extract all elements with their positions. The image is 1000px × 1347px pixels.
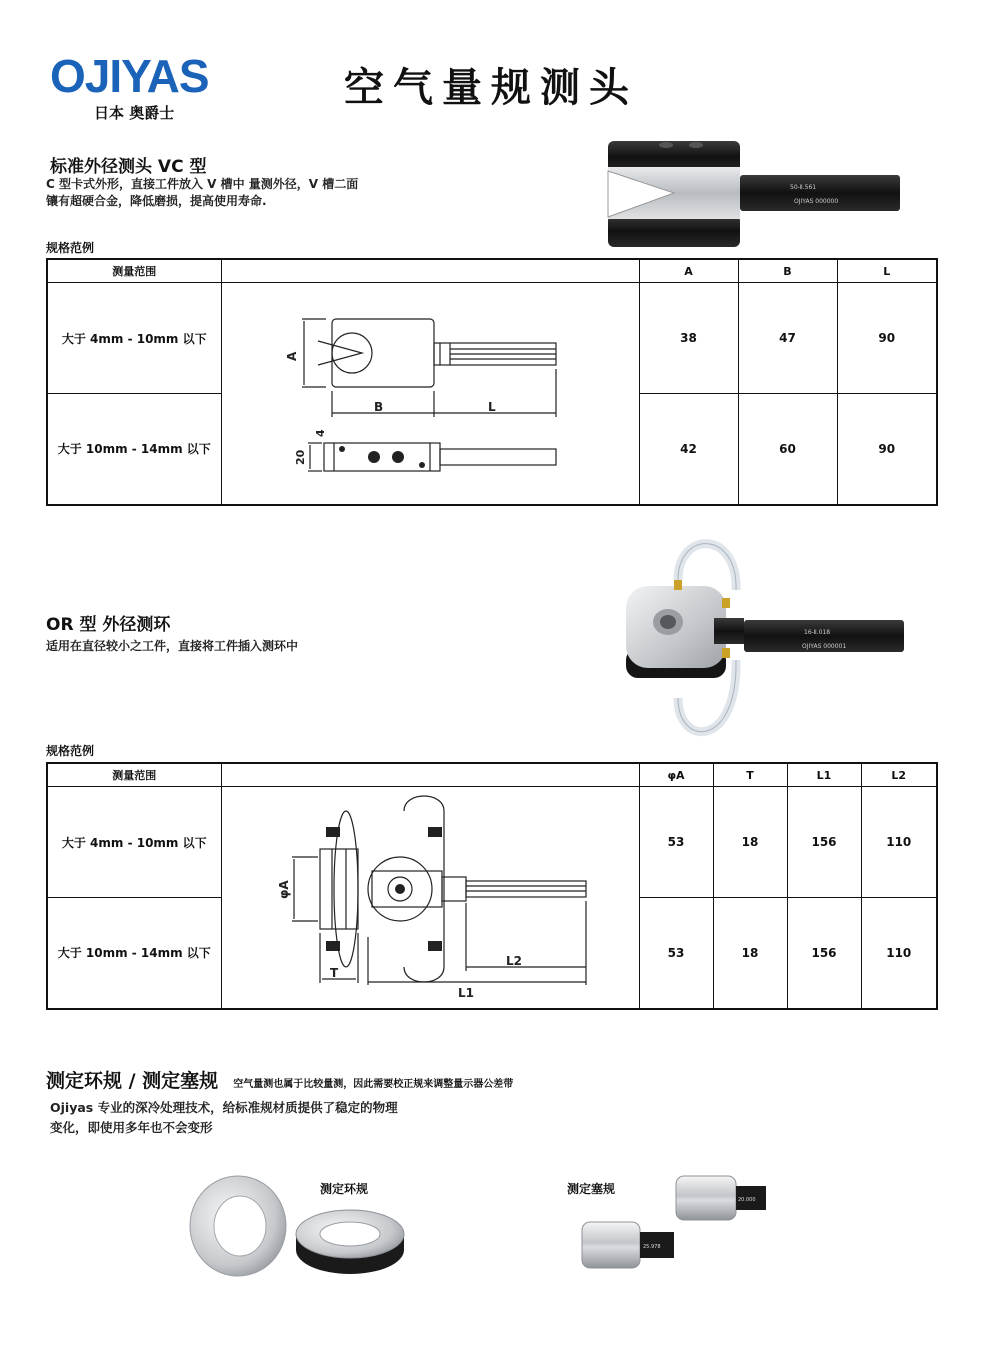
vc-desc-line-2: 镶有超硬合金，降低磨损，提高使用寿命. <box>46 194 267 208</box>
plug-tag-2: 25.978 <box>643 1244 661 1250</box>
plug-tag-1: 20.000 <box>738 1197 756 1203</box>
value-l1: 156 <box>787 898 861 1009</box>
or-section-title: OR 型 外径测环 <box>46 615 171 635</box>
table-row <box>47 283 937 394</box>
value-b: 47 <box>738 283 837 394</box>
vc-desc-line-1: C 型卡式外形，直接工件放入 V 槽中 量测外径，V 槽二面 <box>46 177 359 191</box>
col-header-range: 测量范围 <box>47 259 221 283</box>
dim-b-label: B <box>373 400 383 414</box>
col-header-diagram <box>221 763 639 787</box>
dim-phi-a-label: φA <box>276 880 291 899</box>
vc-description <box>46 176 358 210</box>
vc-photo-tag-1: 50-Ⅱ.561 <box>790 184 817 191</box>
value-l: 90 <box>837 394 937 505</box>
vc-technical-drawing <box>221 283 639 505</box>
value-phi-a: 53 <box>639 787 713 898</box>
dim-20-label: 20 <box>293 449 307 465</box>
gauge-desc-line-1: Ojiyas 专业的深冷处理技术，给标准规材质提供了稳定的物理 <box>50 1100 398 1115</box>
col-header-t: T <box>713 763 787 787</box>
page-title: 空气量规测头 <box>344 65 638 111</box>
dim-4-label: 4 <box>313 429 327 437</box>
col-header-range: 测量范围 <box>47 763 221 787</box>
col-header-phi-a: φA <box>639 763 713 787</box>
gauge-section-heading <box>46 1066 513 1093</box>
vc-section-title: 标准外径测头 VC 型 <box>50 157 207 177</box>
col-header-diagram <box>221 259 639 283</box>
dim-l1-label: L1 <box>457 986 474 1000</box>
table-header-row <box>47 763 937 787</box>
value-a: 42 <box>639 394 738 505</box>
dim-t-label: T <box>329 966 338 980</box>
gauge-section-title: 测定环规 / 测定塞规 <box>46 1070 219 1092</box>
dim-l-label: L <box>487 400 496 414</box>
range-cell: 大于 10mm - 14mm 以下 <box>47 394 221 505</box>
col-header-l: L <box>837 259 937 283</box>
value-l1: 156 <box>787 787 861 898</box>
ring-gauge-label: 测定环规 <box>320 1182 369 1196</box>
value-b: 60 <box>738 394 837 505</box>
table-row <box>47 787 937 898</box>
value-phi-a: 53 <box>639 898 713 1009</box>
range-cell: 大于 4mm - 10mm 以下 <box>47 283 221 394</box>
vc-spec-table <box>46 258 938 506</box>
gauge-desc-line-2: 变化，即使用多年也不会变形 <box>50 1120 213 1135</box>
value-l2: 110 <box>861 898 937 1009</box>
table-header-row <box>47 259 937 283</box>
dim-l2-label: L2 <box>505 954 522 968</box>
gauge-section-note: 空气量测也属于比较量测，因此需要校正规来调整量示器公差带 <box>233 1079 514 1090</box>
brand-logo <box>50 52 220 123</box>
range-cell: 大于 10mm - 14mm 以下 <box>47 898 221 1009</box>
or-description: 适用在直径较小之工件，直接将工件插入测环中 <box>46 639 299 653</box>
col-header-l1: L1 <box>787 763 861 787</box>
plug-gauge-photo <box>576 1168 776 1280</box>
or-gauge-photo <box>618 530 910 748</box>
ring-gauge-photo <box>186 1170 410 1282</box>
col-header-a: A <box>639 259 738 283</box>
range-cell: 大于 4mm - 10mm 以下 <box>47 787 221 898</box>
value-l: 90 <box>837 283 937 394</box>
or-spec-table <box>46 762 938 1010</box>
vc-spec-label: 规格范例 <box>46 241 95 255</box>
or-technical-drawing <box>221 787 639 1009</box>
value-t: 18 <box>713 787 787 898</box>
vc-gauge-photo <box>604 137 904 252</box>
col-header-b: B <box>738 259 837 283</box>
logo-subtitle: 日本 奥爵士 <box>94 104 175 122</box>
gauge-description <box>50 1098 398 1138</box>
or-photo-tag-1: 16-Ⅱ.018 <box>804 629 831 636</box>
value-a: 38 <box>639 283 738 394</box>
vc-photo-tag-2: OJIYAS 000000 <box>794 198 839 205</box>
dim-a-label: A <box>284 351 299 361</box>
col-header-l2: L2 <box>861 763 937 787</box>
value-t: 18 <box>713 898 787 1009</box>
value-l2: 110 <box>861 787 937 898</box>
plug-gauge-label: 测定塞规 <box>567 1182 616 1196</box>
or-spec-label: 规格范例 <box>46 744 95 758</box>
or-photo-tag-2: OJIYAS 000001 <box>802 643 847 650</box>
logo-text: OJIYAS <box>50 50 209 102</box>
